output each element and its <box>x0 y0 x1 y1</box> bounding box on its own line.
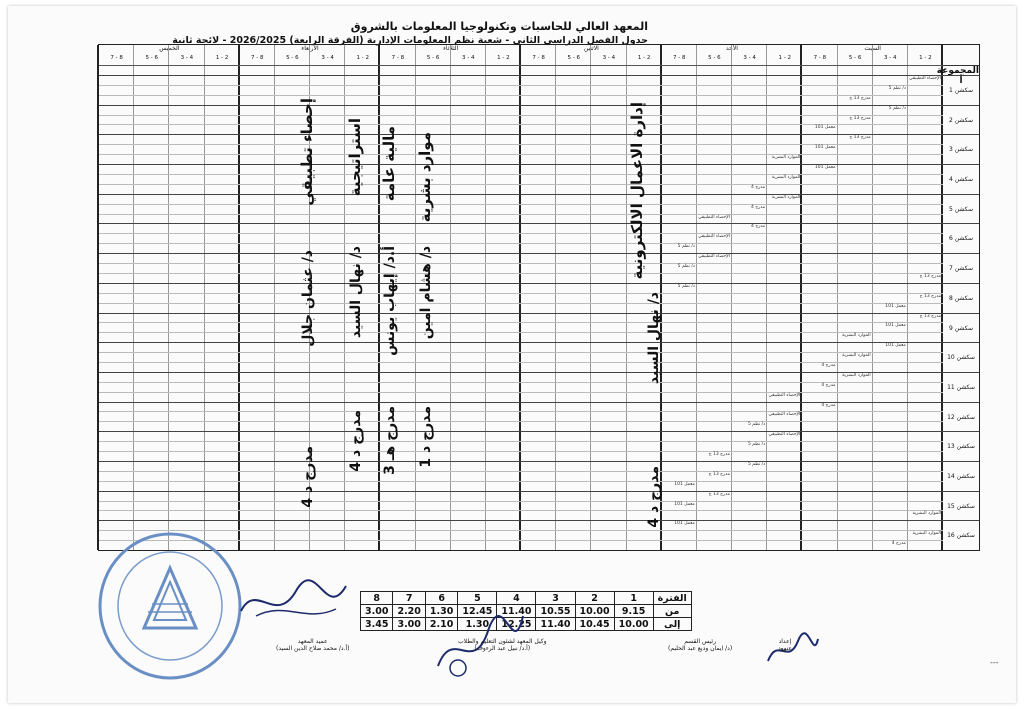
time-cell: 3.00 <box>361 605 393 618</box>
day-header: الأربعاء <box>301 45 319 52</box>
day-header: الخميس <box>159 45 180 52</box>
schedule-entry: الإحصاء التطبيقي <box>698 254 730 260</box>
institute-title: المعهد العالي للحاسبات وتكنولوجيا المعلومات بالشروق <box>350 20 648 33</box>
sub-row-line <box>99 510 943 511</box>
section-separator <box>99 75 979 76</box>
sub-row-line <box>99 332 943 333</box>
period-header: 4 - 3 <box>884 55 897 61</box>
room-4d-2: مدرج د 4 <box>348 410 364 472</box>
section-separator <box>99 134 979 135</box>
time-cell: 3 <box>536 592 575 605</box>
time-cell: 12.45 <box>458 605 497 618</box>
period-header: 6 - 5 <box>848 55 862 61</box>
schedule-title: جدول الفصل الدراسي الثاني - شعبة نظم المعلومات الإدارية (الفرقة الرابعة) 2026/2025 - لائحة ثانية <box>172 35 648 46</box>
sub-row-line <box>99 243 943 244</box>
grid-column-line <box>485 45 486 550</box>
schedule-entry: الإحصاء التطبيقي <box>768 412 801 418</box>
time-row-label: من <box>653 605 691 618</box>
time-cell: 2.10 <box>425 618 457 631</box>
grid-column-line <box>766 45 767 550</box>
section-separator <box>99 164 979 165</box>
period-header: 4 - 3 <box>321 55 334 61</box>
period-header: 4 - 3 <box>743 55 756 61</box>
time-row-label: إلى <box>653 618 691 631</box>
period-header: 8 - 7 <box>110 55 123 61</box>
grid-column-line <box>238 45 240 550</box>
schedule-sheet <box>8 6 1016 703</box>
period-header: 6 - 5 <box>567 55 580 61</box>
section-label: سكشن 8 <box>943 283 979 314</box>
sub-row-line <box>99 174 943 175</box>
time-cell: 2.20 <box>393 605 425 618</box>
grid-column-line <box>590 45 591 550</box>
time-cell: 4 <box>497 592 536 605</box>
sub-row-line <box>99 352 943 353</box>
schedule-entry: الموارد البشرية <box>842 333 871 339</box>
schedule-entry: الموارد البشرية <box>912 511 941 517</box>
sub-row-line <box>99 204 943 205</box>
period-header: 4 - 3 <box>180 55 194 61</box>
period-header: 6 - 5 <box>426 55 440 61</box>
sub-row-line <box>99 481 943 482</box>
time-cell: 11.40 <box>536 618 575 631</box>
sub-row-line <box>99 273 943 274</box>
schedule-entry: مدرج 13 ج <box>919 313 941 319</box>
section-separator <box>99 342 979 343</box>
schedule-entry: الإحصاء التطبيقي <box>698 214 730 220</box>
period-header: 2 - 1 <box>215 55 229 61</box>
grid-column-line <box>696 45 697 550</box>
schedule-entry: د/ نظم 5 <box>677 264 695 270</box>
section-label: سكشن 13 <box>943 431 979 462</box>
schedule-entry: د/ نظم 5 <box>888 105 906 111</box>
section-label: سكشن 14 <box>943 461 979 492</box>
period-header: 8 - 7 <box>251 55 264 61</box>
section-label: سكشن 16 <box>943 520 979 551</box>
course-public-finance: مالية عامة <box>380 126 398 202</box>
schedule-entry: مدرج 4 <box>891 541 906 547</box>
section-separator <box>99 223 979 224</box>
schedule-entry: الموارد البشرية <box>771 194 801 200</box>
period-header: 2 - 1 <box>637 55 651 61</box>
schedule-entry: الموارد البشرية <box>771 174 801 180</box>
schedule-entry: الإحصاء التطبيقي <box>768 432 801 438</box>
period-header: 8 - 7 <box>673 55 686 61</box>
dean-signature <box>236 571 356 631</box>
time-cell: 7 <box>393 592 425 605</box>
grid-column-line <box>168 45 169 550</box>
day-header: الثلاثاء <box>443 45 459 52</box>
schedule-entry: معمل 101 <box>885 343 906 349</box>
schedule-entry: الإحصاء التطبيقي <box>698 234 730 240</box>
time-cell: 3.00 <box>393 618 425 631</box>
schedule-entry: د/ نظم 5 <box>747 442 766 448</box>
schedule-entry: د/ نظم 5 <box>888 85 906 91</box>
section-separator <box>99 491 979 492</box>
section-separator <box>99 431 979 432</box>
grid-column-line <box>626 45 627 550</box>
section-separator <box>99 313 979 314</box>
sub-row-line <box>99 471 943 472</box>
section-label: سكشن 7 <box>943 253 979 284</box>
room-1d: مدرج د 1 <box>418 406 434 468</box>
schedule-entry: مدرج 13 ج <box>708 471 730 477</box>
time-cell: 6 <box>425 592 457 605</box>
schedule-entry: د/ نظم 5 <box>747 422 766 428</box>
section-separator <box>99 194 979 195</box>
times-row <box>361 592 692 605</box>
course-strategy: استراتيجية <box>346 118 364 197</box>
schedule-entry: مدرج 4 <box>821 362 836 368</box>
section-label: سكشن 11 <box>943 372 979 403</box>
head-caption: رئيس القسم (د/ ايمان وديع عبد الحليم) <box>668 638 733 652</box>
sub-row-line <box>99 85 943 86</box>
sub-row-line <box>99 441 943 442</box>
section-label: سكشن 3 <box>943 134 979 165</box>
day-header: السبت <box>864 45 881 52</box>
schedule-grid <box>98 44 980 551</box>
schedule-entry: معمل 101 <box>674 481 695 487</box>
sub-row-line <box>99 154 943 155</box>
institute-seal <box>96 528 244 683</box>
schedule-entry: معمل 101 <box>814 125 836 131</box>
prof-nehal-elsayed: د/ نهال السيد <box>348 246 364 339</box>
section-label: سكشن 12 <box>943 402 979 433</box>
sub-row-line <box>99 411 943 412</box>
schedule-entry: الموارد البشرية <box>842 372 871 378</box>
course-e-business: إدارة الاعمال الالكترونية <box>628 102 646 280</box>
time-cell: 1 <box>614 592 653 605</box>
schedule-entry: د/ نظم 5 <box>677 283 695 289</box>
day-header: الاثنين <box>583 45 599 52</box>
schedule-entry: معمل 101 <box>674 501 695 507</box>
schedule-entry: معمل 101 <box>814 145 836 151</box>
schedule-entry: الموارد البشرية <box>771 155 801 161</box>
time-cell: 5 <box>458 592 497 605</box>
section-separator <box>99 402 979 403</box>
time-cell: 11.40 <box>497 605 536 618</box>
grid-column-line <box>204 45 205 550</box>
period-header: 2 - 1 <box>778 55 791 61</box>
section-separator <box>99 105 979 106</box>
sub-row-line <box>99 322 943 323</box>
schedule-entry: مدرج 13 ج <box>919 293 941 299</box>
schedule-entry: مدرج 4 <box>751 204 766 210</box>
room-4d: مدرج د 4 <box>300 446 316 508</box>
vice-dean-caption: وكيل المعهد لشئون التعليم والطلاب (أ.د/ نبيل عبد الرءوف) <box>458 638 547 652</box>
schedule-entry: مدرج 13 ج <box>919 273 941 279</box>
period-header: 4 - 3 <box>462 55 475 61</box>
section-separator <box>99 461 979 462</box>
header-separator <box>99 45 979 66</box>
time-cell: 1.30 <box>458 618 497 631</box>
period-header: 2 - 1 <box>919 55 932 61</box>
time-cell: 9.15 <box>614 605 653 618</box>
sub-row-line <box>99 293 943 294</box>
sub-row-line <box>99 303 943 304</box>
day-header: الأحد <box>726 45 738 52</box>
schedule-entry: مدرج 13 ج <box>849 95 871 101</box>
period-header: 8 - 7 <box>391 55 405 61</box>
section-label: سكشن 2 <box>943 105 979 136</box>
time-cell: 10.00 <box>614 618 653 631</box>
time-cell: 12.25 <box>497 618 536 631</box>
period-header: 8 - 7 <box>532 55 545 61</box>
schedule-entry: الإحصاء التطبيقي <box>909 76 941 81</box>
grid-column-line <box>872 45 873 550</box>
sub-row-line <box>99 382 943 383</box>
sub-row-line <box>99 501 943 502</box>
schedule-entry: مدرج 13 ج <box>849 135 871 141</box>
grid-column-line <box>450 45 451 550</box>
period-header: 6 - 5 <box>708 55 721 61</box>
period-header: 4 - 3 <box>602 55 616 61</box>
schedule-entry: الموارد البشرية <box>912 531 941 537</box>
schedule-entry: مدرج 4 <box>821 382 836 388</box>
section-separator <box>99 283 979 284</box>
document-header <box>8 20 648 46</box>
period-header: 8 - 7 <box>813 55 827 61</box>
section-label: سكشن 5 <box>943 194 979 225</box>
grid-column-line <box>274 45 275 550</box>
schedule-entry: معمل 101 <box>885 303 906 309</box>
time-cell: 8 <box>361 592 393 605</box>
grid-column-line <box>519 45 521 550</box>
schedule-entry: معمل 101 <box>885 323 906 329</box>
group-title: المجموعة أ <box>936 66 979 86</box>
section-label: سكشن 4 <box>943 164 979 195</box>
sub-row-line <box>99 362 943 363</box>
period-header: 2 - 1 <box>356 55 369 61</box>
prof-ihab-younis: أ.د/ إيهاب يونس <box>382 246 398 356</box>
sub-row-line <box>99 184 943 185</box>
grid-column-line <box>415 45 416 550</box>
schedule-entry: معمل 101 <box>674 521 695 527</box>
grid-column-line <box>837 45 838 550</box>
page-mark: --- <box>990 658 999 667</box>
grid-column-line <box>800 45 802 550</box>
schedule-entry: مدرج 4 <box>751 184 766 190</box>
prepared-caption: إعداد عنهود <box>778 638 792 652</box>
room-4d-3: مدرج د 4 <box>646 466 662 528</box>
grid-column-line <box>731 45 732 550</box>
period-header: 6 - 5 <box>145 55 158 61</box>
sub-row-line <box>99 233 943 234</box>
schedule-entry: مدرج 13 ج <box>708 491 730 497</box>
time-cell: 2 <box>575 592 614 605</box>
room-3h: مدرج هـ 3 <box>382 406 398 475</box>
sub-row-line <box>99 392 943 393</box>
schedule-entry: مدرج 4 <box>751 224 766 230</box>
time-cell: 1.30 <box>425 605 457 618</box>
time-cell: 10.00 <box>575 605 614 618</box>
section-separator <box>99 253 979 254</box>
section-label: سكشن 9 <box>943 313 979 344</box>
grid-column-line <box>555 45 556 550</box>
schedule-entry: د/ نظم 5 <box>747 461 766 467</box>
grid-column-line <box>97 45 99 550</box>
section-label: سكشن 10 <box>943 342 979 373</box>
time-cell: 10.45 <box>575 618 614 631</box>
sub-row-line <box>99 451 943 452</box>
sub-row-line <box>99 421 943 422</box>
section-label: سكشن 15 <box>943 491 979 522</box>
schedule-entry: الموارد البشرية <box>842 353 871 359</box>
schedule-entry: مدرج 13 ج <box>849 115 871 121</box>
schedule-entry: معمل 101 <box>814 165 836 171</box>
sub-row-line <box>99 115 943 116</box>
section-label: سكشن 1 <box>943 75 979 106</box>
grid-column-line <box>133 45 134 550</box>
grid-column-line <box>907 45 908 550</box>
dean-caption: عميد المعهد (أ.د/ محمد صلاح الدين السيد) <box>276 638 350 652</box>
course-applied-statistics: إحصاء تطبيقي <box>298 98 316 206</box>
time-row-label: الفترة <box>653 592 691 605</box>
period-header: 2 - 1 <box>497 55 510 61</box>
schedule-entry: مدرج 4 <box>821 402 836 408</box>
sub-row-line <box>99 214 943 215</box>
grid-column-line <box>378 45 380 550</box>
time-cell: 3.45 <box>361 618 393 631</box>
sub-row-line <box>99 95 943 96</box>
sub-row-line <box>99 263 943 264</box>
section-separator <box>99 520 979 521</box>
period-header: 6 - 5 <box>286 55 299 61</box>
schedule-entry: مدرج 13 ج <box>708 452 730 458</box>
prof-osman-galal: د/ عثمان جلال <box>300 250 316 347</box>
schedule-entry: الإحصاء التطبيقي <box>768 392 801 398</box>
prof-hesham-amin: د/ هشام امين <box>418 246 434 340</box>
time-cell: 10.55 <box>536 605 575 618</box>
course-hr: موارد بشرية <box>416 132 434 223</box>
prof-nehal-elsayed-2: د/ نهال السيد <box>646 292 662 385</box>
section-label: سكشن 6 <box>943 223 979 254</box>
head-signature <box>763 631 823 671</box>
schedule-entry: د/ نظم 5 <box>677 244 695 250</box>
